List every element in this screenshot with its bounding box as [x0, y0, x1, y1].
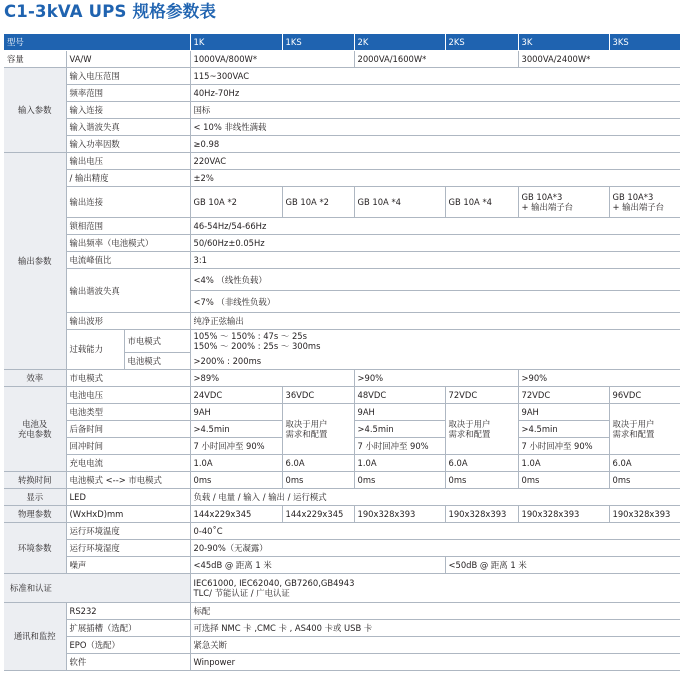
standards-value — [190, 573, 680, 602]
input-row — [4, 85, 680, 102]
output-row — [4, 153, 680, 170]
input-value: 115~300VAC — [190, 68, 680, 85]
comms-section-label: 通讯和监控 — [4, 602, 66, 670]
overload-mains-mode: 市电模式 — [124, 330, 190, 353]
connection-3ks-line2: + 输出端子台 — [612, 202, 665, 212]
model-3k: 3K — [518, 34, 609, 51]
output-connection-row — [4, 187, 680, 218]
user-defined-line1: 取决于用户 — [285, 418, 328, 429]
overload-mains-line1: 105% ～ 150% : 47s ～ 25s — [190, 330, 680, 342]
comms-row — [4, 636, 680, 653]
input-param: 频率范围 — [66, 85, 190, 102]
battery-voltage-1ks: 36VDC — [282, 386, 354, 403]
battery-type-2k: 9AH — [354, 403, 445, 420]
spec-table — [4, 34, 680, 671]
battery-row — [4, 403, 680, 420]
user-defined-1ks — [282, 403, 354, 454]
output-param: 输出谐波失真 — [66, 269, 190, 313]
input-param: 输入电压范围 — [66, 68, 190, 85]
output-row — [4, 252, 680, 269]
connection-2ks: GB 10A *4 — [445, 187, 518, 218]
transfer-3k: 0ms — [518, 471, 609, 488]
charge-current-1ks: 6.0A — [282, 454, 354, 471]
output-value: 50/60Hz±0.05Hz — [190, 235, 680, 252]
user-defined-line2: 需求和配置 — [612, 428, 655, 439]
output-row — [4, 269, 680, 291]
input-row — [4, 102, 680, 119]
display-row — [4, 488, 680, 505]
charge-current-3ks: 6.0A — [609, 454, 680, 471]
output-param: 电流峰值比 — [66, 252, 190, 269]
comms-value: 紧急关断 — [190, 636, 680, 653]
model-2ks: 2KS — [445, 34, 518, 51]
input-value: < 10% 非线性满载 — [190, 119, 680, 136]
charge-current-2ks: 6.0A — [445, 454, 518, 471]
backup-2k: >4.5min — [354, 420, 445, 437]
environment-value: 20-90%（无凝露） — [190, 539, 680, 556]
battery-param: 充电电流 — [66, 454, 190, 471]
user-defined-3ks — [609, 403, 680, 454]
output-row — [4, 218, 680, 235]
comms-param: 软件 — [66, 653, 190, 670]
output-value: 3:1 — [190, 252, 680, 269]
charge-current-1k: 1.0A — [190, 454, 282, 471]
output-row — [4, 313, 680, 330]
header-row — [4, 34, 680, 51]
environment-param: 运行环境湿度 — [66, 539, 190, 556]
input-value: ≥0.98 — [190, 136, 680, 153]
environment-section-label: 环境参数 — [4, 522, 66, 573]
input-param: 输入连接 — [66, 102, 190, 119]
output-param: 输出电压 — [66, 153, 190, 170]
battery-row — [4, 386, 680, 403]
charge-current-2k: 1.0A — [354, 454, 445, 471]
environment-row — [4, 539, 680, 556]
comms-row — [4, 653, 680, 670]
input-value: 国标 — [190, 102, 680, 119]
efficiency-row — [4, 369, 680, 386]
transfer-3ks: 0ms — [609, 471, 680, 488]
comms-value: 可选择 NMC 卡 ,CMC 卡 , AS400 卡或 USB 卡 — [190, 619, 680, 636]
capacity-label: 容量 — [4, 51, 66, 68]
connection-3ks — [609, 187, 680, 218]
overload-battery-line: >200% : 200ms — [190, 353, 680, 370]
transfer-1ks: 0ms — [282, 471, 354, 488]
battery-type-3k: 9AH — [518, 403, 609, 420]
battery-voltage-2ks: 72VDC — [445, 386, 518, 403]
output-param: 锁相范围 — [66, 218, 190, 235]
battery-param: 回冲时间 — [66, 437, 190, 454]
dims-1ks: 144x229x345 — [282, 505, 354, 522]
standards-line2: TLC/ 节能认证 / 广电认证 — [193, 587, 290, 598]
comms-param: RS232 — [66, 602, 190, 619]
battery-voltage-3k: 72VDC — [518, 386, 609, 403]
output-row — [4, 170, 680, 187]
environment-value: 0-40˚C — [190, 522, 680, 539]
efficiency-section-label: 效率 — [4, 369, 66, 386]
comms-value: Winpower — [190, 653, 680, 670]
battery-voltage-1k: 24VDC — [190, 386, 282, 403]
output-section-label: 输出参数 — [4, 153, 66, 370]
physical-row — [4, 505, 680, 522]
physical-param: (WxHxD)mm — [66, 505, 190, 522]
capacity-row — [4, 51, 680, 68]
efficiency-1k: >89% — [190, 369, 354, 386]
dims-3k: 190x328x393 — [518, 505, 609, 522]
noise-2k-3k: <50dB @ 距离 1 米 — [445, 556, 680, 573]
dims-3ks: 190x328x393 — [609, 505, 680, 522]
model-2k: 2K — [354, 34, 445, 51]
physical-section-label: 物理参数 — [4, 505, 66, 522]
overload-mains-line2: 150% ～ 200% : 25s ～ 300ms — [190, 341, 680, 352]
standards-section-label: 标准和认证 — [4, 573, 190, 602]
backup-1k: >4.5min — [190, 420, 282, 437]
battery-param: 后备时间 — [66, 420, 190, 437]
overload-battery-mode: 电池模式 — [124, 353, 190, 370]
user-defined-line1: 取决于用户 — [612, 418, 655, 429]
connection-3k — [518, 187, 609, 218]
transfer-param: 电池模式 <--> 市电模式 — [66, 471, 190, 488]
capacity-3k: 3000VA/2400W* — [518, 51, 680, 68]
environment-row — [4, 522, 680, 539]
environment-row — [4, 556, 680, 573]
output-param: 输出连接 — [66, 187, 190, 218]
dims-2ks: 190x328x393 — [445, 505, 518, 522]
output-value: 纯净正弦输出 — [190, 313, 680, 330]
input-param: 输入谐波失真 — [66, 119, 190, 136]
environment-param: 运行环境温度 — [66, 522, 190, 539]
output-row — [4, 235, 680, 252]
transfer-1k: 0ms — [190, 471, 282, 488]
input-section-label: 输入参数 — [4, 68, 66, 153]
display-param: LED — [66, 488, 190, 505]
output-value: 46-54Hz/54-66Hz — [190, 218, 680, 235]
user-defined-line2: 需求和配置 — [448, 428, 491, 439]
recharge-2k: 7 小时回冲至 90% — [354, 437, 445, 454]
input-row — [4, 119, 680, 136]
capacity-1k: 1000VA/800W* — [190, 51, 354, 68]
connection-3k-line1: GB 10A*3 — [521, 192, 563, 202]
battery-voltage-2k: 48VDC — [354, 386, 445, 403]
input-row — [4, 136, 680, 153]
efficiency-3k: >90% — [518, 369, 680, 386]
battery-section-line1: 电池及 — [22, 418, 48, 429]
noise-1k: <45dB @ 距离 1 米 — [190, 556, 445, 573]
capacity-2k: 2000VA/1600W* — [354, 51, 518, 68]
connection-1ks: GB 10A *2 — [282, 187, 354, 218]
output-value: ±2% — [190, 170, 680, 187]
comms-row — [4, 602, 680, 619]
output-value: 220VAC — [190, 153, 680, 170]
user-defined-2ks — [445, 403, 518, 454]
comms-param: EPO（选配） — [66, 636, 190, 653]
backup-3k: >4.5min — [518, 420, 609, 437]
overload-label: 过载能力 — [66, 330, 124, 370]
recharge-1k: 7 小时回冲至 90% — [190, 437, 282, 454]
output-param: / 输出精度 — [66, 170, 190, 187]
standards-row — [4, 573, 680, 602]
battery-row — [4, 454, 680, 471]
battery-param: 电池类型 — [66, 403, 190, 420]
battery-section-label — [4, 386, 66, 471]
overload-row — [4, 330, 680, 342]
dims-1k: 144x229x345 — [190, 505, 282, 522]
model-3ks: 3KS — [609, 34, 680, 51]
connection-2k: GB 10A *4 — [354, 187, 445, 218]
dims-2k: 190x328x393 — [354, 505, 445, 522]
input-param: 输入功率因数 — [66, 136, 190, 153]
input-value: 40Hz-70Hz — [190, 85, 680, 102]
output-param: 输出频率（电池模式） — [66, 235, 190, 252]
output-param: 输出波形 — [66, 313, 190, 330]
recharge-3k: 7 小时回冲至 90% — [518, 437, 609, 454]
efficiency-2k: >90% — [354, 369, 518, 386]
battery-section-line2: 充电参数 — [18, 428, 52, 439]
efficiency-param: 市电模式 — [66, 369, 190, 386]
battery-type-1k: 9AH — [190, 403, 282, 420]
capacity-param: VA/W — [66, 51, 190, 68]
standards-line1: IEC61000, IEC62040, GB7260,GB4943 — [193, 577, 355, 588]
transfer-2k: 0ms — [354, 471, 445, 488]
thd-linear: <4% （线性负载） — [190, 269, 680, 291]
comms-param: 扩展插槽（选配） — [66, 619, 190, 636]
transfer-2ks: 0ms — [445, 471, 518, 488]
input-row — [4, 68, 680, 85]
connection-1k: GB 10A *2 — [190, 187, 282, 218]
model-label: 型号 — [4, 34, 190, 51]
comms-row — [4, 619, 680, 636]
page-title: C1-3kVA UPS 规格参数表 — [4, 2, 217, 21]
thd-nonlinear: <7% （非线性负载） — [190, 291, 680, 313]
spec-sheet — [4, 34, 680, 671]
model-1ks: 1KS — [282, 34, 354, 51]
user-defined-line1: 取决于用户 — [448, 418, 491, 429]
user-defined-line2: 需求和配置 — [285, 428, 328, 439]
battery-param: 电池电压 — [66, 386, 190, 403]
charge-current-3k: 1.0A — [518, 454, 609, 471]
model-1k: 1K — [190, 34, 282, 51]
connection-3ks-line1: GB 10A*3 — [612, 192, 654, 202]
transfer-section-label: 转换时间 — [4, 471, 66, 488]
transfer-row — [4, 471, 680, 488]
display-value: 负载 / 电量 / 输入 / 输出 / 运行模式 — [190, 488, 680, 505]
connection-3k-line2: + 输出端子台 — [521, 202, 574, 212]
comms-value: 标配 — [190, 602, 680, 619]
display-section-label: 显示 — [4, 488, 66, 505]
environment-param: 噪声 — [66, 556, 190, 573]
battery-voltage-3ks: 96VDC — [609, 386, 680, 403]
